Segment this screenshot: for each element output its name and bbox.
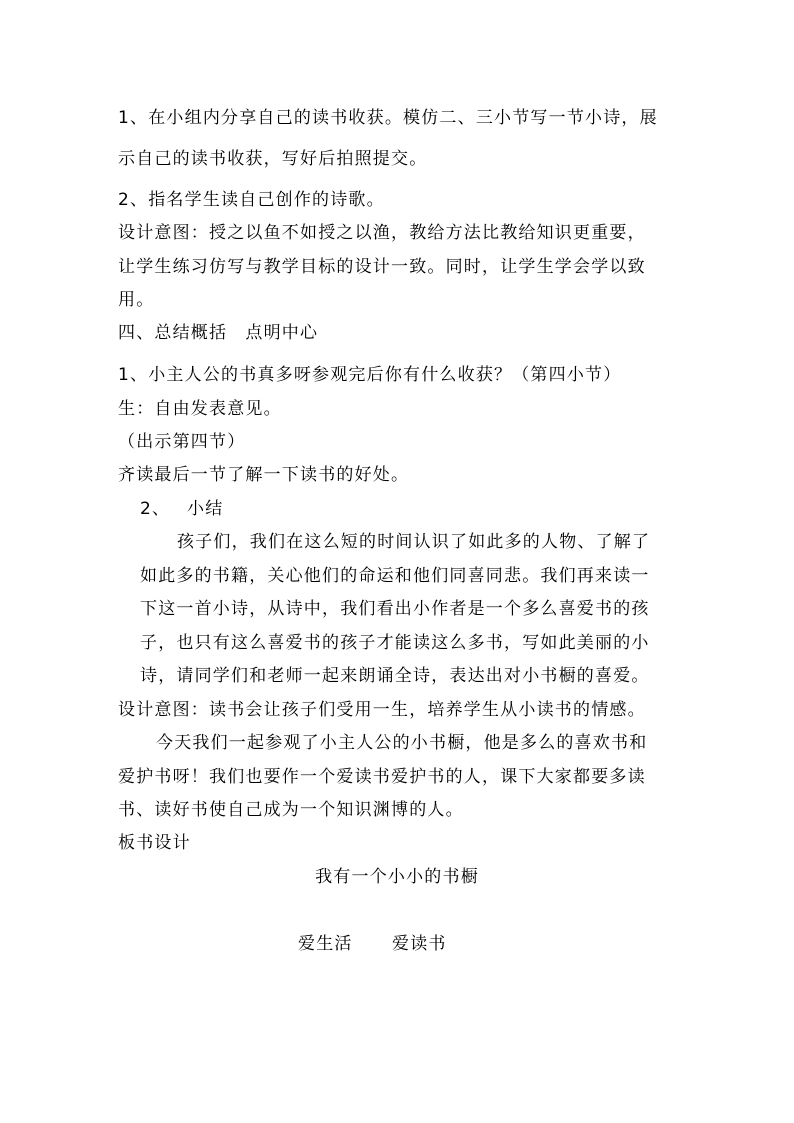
paragraph-1-line-1: 1、在小组内分享自己的读书收获。模仿二、三小节写一节小诗，展 bbox=[118, 108, 658, 128]
design-intent-2: 设计意图：读书会让孩子们受用一生，培养学生从小读书的情感。 bbox=[118, 700, 646, 720]
paragraph-1-line-2: 示自己的读书收获，写好后拍照提交。 bbox=[118, 149, 428, 169]
board-design-heading: 板书设计 bbox=[118, 833, 191, 853]
design-intent-1-line-2: 让学生练习仿写与教学目标的设计一致。同时，让学生学会学以致 bbox=[118, 257, 646, 277]
board-item-love-life: 爱生活 bbox=[298, 934, 353, 954]
summary-text-line-4: 子，也只有这么喜爱书的孩子才能读这么多书，写如此美丽的小 bbox=[140, 633, 650, 653]
closing-text-line-3: 书、读好书使自己成为一个知识渊博的人。 bbox=[118, 800, 464, 820]
paragraph-2: 2、指名学生读自己创作的诗歌。 bbox=[118, 190, 385, 210]
design-intent-1-line-3: 用。 bbox=[118, 290, 155, 310]
closing-text-line-1: 今天我们一起参观了小主人公的小书橱，他是多么的喜欢书和 bbox=[156, 733, 648, 753]
design-intent-1-line-1: 设计意图：授之以鱼不如授之以渔，教给方法比教给知识更重要， bbox=[118, 223, 646, 243]
show-section-4: （出示第四节） bbox=[118, 432, 246, 452]
summary-number: 2、 bbox=[140, 499, 171, 519]
read-instruction: 齐读最后一节了解一下读书的好处。 bbox=[118, 465, 410, 485]
summary-text-line-1: 孩子们，我们在这么短的时间认识了如此多的人物、了解了 bbox=[177, 532, 651, 552]
question-1: 1、小主人公的书真多呀参观完后你有什么收获？（第四小节） bbox=[118, 365, 622, 385]
summary-title: 小结 bbox=[187, 499, 224, 519]
board-title: 我有一个小小的书橱 bbox=[315, 867, 479, 887]
section-heading-4: 四、总结概括 点明中心 bbox=[118, 323, 319, 343]
student-response: 生：自由发表意见。 bbox=[118, 399, 282, 419]
summary-text-line-5: 诗，请同学们和老师一起来朗诵全诗，表达出对小书橱的喜爱。 bbox=[140, 666, 650, 686]
closing-text-line-2: 爱护书呀！我们也要作一个爱读书爱护书的人，课下大家都要多读 bbox=[118, 767, 646, 787]
summary-text-line-2: 如此多的书籍，关心他们的命运和他们同喜同悲。我们再来读一 bbox=[140, 566, 650, 586]
summary-text-line-3: 下这一首小诗，从诗中，我们看出小作者是一个多么喜爱书的孩 bbox=[140, 599, 650, 619]
board-item-love-reading: 爱读书 bbox=[392, 934, 447, 954]
